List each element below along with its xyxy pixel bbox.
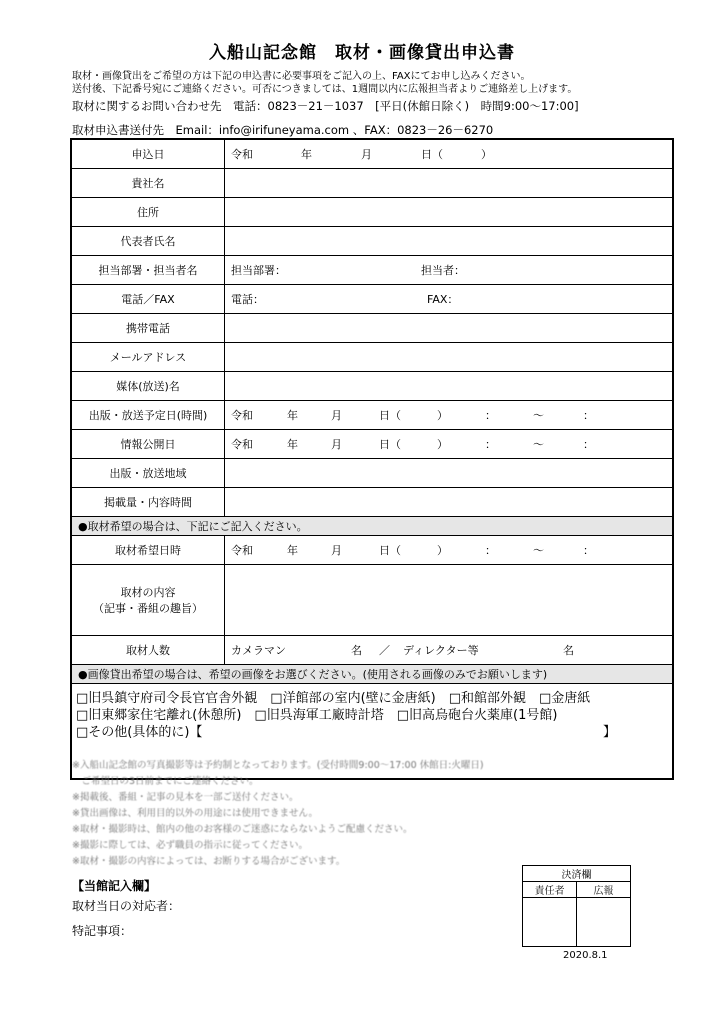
office-remarks-label: 特記事項：: [72, 924, 133, 938]
inquiry-contact: 取材に関するお問い合わせ先 電話：0823－21－1037 [平日(休館日除く) 時間9:00～17:00]: [72, 99, 579, 113]
media-field[interactable]: [225, 372, 674, 401]
label-application-date: 申込日: [71, 139, 225, 169]
document-date: 2020.8.1: [563, 950, 608, 961]
label-region: 出版・放送地域: [71, 459, 225, 488]
company-field[interactable]: [225, 169, 674, 198]
choice-other[interactable]: □その他(具体的に)【: [76, 725, 203, 740]
coverage-people-field[interactable]: カメラマン 名 ／ ディレクター等 名: [225, 636, 674, 665]
form-title: 入船山記念館 取材・画像貸出申込書: [209, 43, 515, 63]
office-handler-label: 取材当日の対応者：: [72, 899, 181, 913]
mobile-field[interactable]: [225, 314, 674, 343]
choice-other-close: 】: [602, 725, 616, 740]
label-mobile: 携帯電話: [71, 314, 225, 343]
choice-line-2[interactable]: □旧東郷家住宅離れ(休憩所) □旧呉海軍工廠時計塔 □旧高烏砲台火薬庫(1号館): [76, 708, 558, 723]
label-email: メールアドレス: [71, 343, 225, 372]
notes: ※入船山記念館の写真撮影等は予約制となっております。(受付時間9:00～17:00 休館日:火曜日) ご希望日の3日前までにご連絡ください。 ※掲載後、番組・記事の見本を一部ご送付ください。 ※貸出画像は、利用目的以外の用途には使用できません。 ※取材・撮影時は、館内の他のお客様のご迷惑にならないようご配慮ください。 ※撮影に際しては、必ず職員の指示に従ってください。 ※取材・撮影の内容によっては、お断りする場合がございます。: [72, 760, 484, 867]
label-publish-date: 出版・放送予定日(時間): [71, 401, 225, 430]
coverage-date-field[interactable]: 令和 年 月 日（ ） ： ～ ：: [225, 536, 674, 565]
email-field[interactable]: [225, 343, 674, 372]
stamp-col-pr: 広報: [577, 882, 631, 898]
intro-line-1: 取材・画像貸出をご希望の方は下記の申込書に必要事項をご記入の上、FAXにてお申し込みください。: [72, 71, 531, 82]
label-coverage-people: 取材人数: [71, 636, 225, 665]
region-field[interactable]: [225, 459, 674, 488]
office-use-heading: 【当館記入欄】: [72, 879, 157, 893]
section-coverage-heading: ●取材希望の場合は、下記にご記入ください。: [71, 517, 673, 536]
label-amount: 掲載量・内容時間: [71, 488, 225, 517]
application-date-field[interactable]: 令和 年 月 日（ ）: [225, 139, 674, 169]
label-coverage-content: 取材の内容 （記事・番組の趣旨）: [71, 565, 225, 636]
label-coverage-date: 取材希望日時: [71, 536, 225, 565]
stamp-cell-pr[interactable]: [577, 898, 631, 947]
address-field[interactable]: [225, 198, 674, 227]
label-company: 貴社名: [71, 169, 225, 198]
label-department: 担当部署・担当者名: [71, 256, 225, 285]
stamp-cell-manager[interactable]: [523, 898, 577, 947]
representative-field[interactable]: [225, 227, 674, 256]
publish-date-field[interactable]: 令和 年 月 日（ ） ： ～ ：: [225, 401, 674, 430]
coverage-content-field[interactable]: [225, 565, 674, 636]
label-info-date: 情報公開日: [71, 430, 225, 459]
label-representative: 代表者氏名: [71, 227, 225, 256]
label-phone-fax: 電話／FAX: [71, 285, 225, 314]
intro-line-2: 送付後、下記番号宛にご連絡ください。可否につきましては、1週間以内に広報担当者よりご連絡差し上げます。: [72, 84, 578, 95]
label-address: 住所: [71, 198, 225, 227]
stamp-title: 決済欄: [523, 866, 631, 882]
application-form: [70, 138, 674, 780]
amount-field[interactable]: [225, 488, 674, 517]
label-media: 媒体(放送)名: [71, 372, 225, 401]
phone-fax-field[interactable]: 電話： FAX：: [225, 285, 674, 314]
department-field[interactable]: 担当部署： 担当者：: [225, 256, 674, 285]
send-to-contact: 取材申込書送付先 Email：info@irifuneyama.com 、FAX：0823－26－6270: [72, 123, 494, 137]
info-date-field[interactable]: 令和 年 月 日（ ） ： ～ ：: [225, 430, 674, 459]
stamp-col-manager: 責任者: [523, 882, 577, 898]
approval-stamp-box: [522, 865, 631, 947]
section-image-heading: ●画像貸出希望の場合は、希望の画像をお選びください。(使用される画像のみでお願いします): [71, 665, 673, 684]
choice-line-1[interactable]: □旧呉鎮守府司令長官官舎外観 □洋館部の室内(壁に金唐紙) □和館部外観 □金唐紙: [76, 691, 591, 706]
